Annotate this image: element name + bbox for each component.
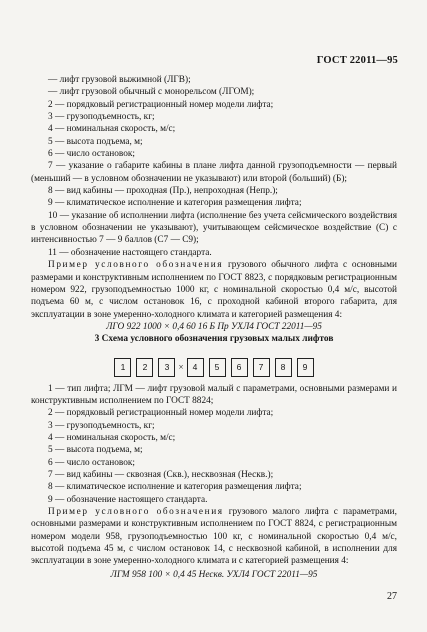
legend-item: 2 — порядковый регистрационный номер модели лифта; [48,408,274,419]
scheme-box-9: 9 [297,358,314,377]
scheme-box-5: 5 [209,358,226,377]
scheme-times-sign: × [178,362,184,373]
scheme-box-6: 6 [231,358,248,377]
example-1-text: грузового обычного лифта с основными размерами и конструктивным исполнением по ГОСТ 8823, с порядковым регистрационным номером 922, грузоподъемностью 1000 кг, с номинальной скоростью 0,4 м/с, высотой подъема 60 м, с числом остановок 16, с проходной кабиной второго габарита, для эксплуатации в зоне умеренно-холодного климата и категорией размещения 4: [31,260,397,320]
scheme-box-7: 7 [253,358,270,377]
scheme-box-3: 3 [158,358,175,377]
legend-item: 10 — указание об исполнении лифта (исполнение без учета сейсмического воздействия в условном обозначении не указывают), учитывающем сейсмическое воздействие (С) с интенсивностью 7 — 9 баллов (С7 — С9); [31,210,397,246]
legend-item: — лифт грузовой обычный с монорельсом (ЛГОМ); [48,87,255,98]
legend-item: 4 — номинальная скорость, м/с; [48,432,176,443]
scheme-box-2: 2 [136,358,153,377]
example-2-lead: Пример условного обозначения [48,507,224,517]
designation-scheme [31,357,397,379]
legend-item: 5 — высота подъема, м; [48,445,143,456]
scheme-box-1: 1 [114,358,131,377]
legend-item: 2 — порядковый регистрационный номер модели лифта; [48,99,274,110]
legend-item: 9 — климатическое исполнение и категория размещения лифта; [48,198,302,209]
legend-item: 8 — вид кабины — проходная (Пр.), непроходная (Непр.); [48,186,278,197]
example-2-paragraph [31,506,397,568]
page-number: 27 [387,591,397,602]
legend-item: 3 — грузоподъемность, кг; [48,112,155,123]
body-text [31,74,397,581]
example-1-paragraph [31,259,397,321]
example-2-formula: ЛГМ 958 100 × 0,4 45 Нескв. УХЛ4 ГОСТ 22011—95 [110,569,318,580]
legend-item: — лифт грузовой выжимной (ЛГВ); [48,75,191,85]
example-1-lead: Пример условного обозначения [48,260,224,271]
legend-item: 1 — тип лифта; ЛГМ — лифт грузовой малый с параметрами, основными размерами и конструктивным исполнением по ГОСТ 8824; [31,383,397,406]
legend-item: 7 — указание о габарите кабины в плане лифта данной грузоподъемности — первый (меньший — в условном обозначении не указывают) или второй (больший) (Б); [31,161,397,184]
standard-header: ГОСТ 22011—95 [316,55,398,66]
legend-item: 3 — грузоподъемность, кг; [48,420,155,431]
scheme-box-4: 4 [187,358,204,377]
legend-item: 5 — высота подъема, м; [48,136,143,147]
legend-item: 4 — номинальная скорость, м/с; [48,124,176,135]
legend-list-1 [31,74,397,259]
legend-item: 8 — климатическое исполнение и категория размещения лифта; [48,482,302,493]
legend-item: 11 — обозначение настоящего стандарта. [48,247,212,258]
example-2-text: грузового малого лифта с параметрами, основными размерами и конструктивным исполнением по ГОСТ 8824, с регистрационным номером модели 958, грузоподъемностью 100 кг, с номинальной скоростью 0,4 м/с, высотой подъема 45 м, с числом остановок 14, с несквозной кабиной, в исполнении для эксплуатации в зоне умеренно-холодного климата и с категорией размещения 4: [31,507,397,567]
legend-item: 9 — обозначение настоящего стандарта. [48,494,208,505]
example-1-formula: ЛГО 922 1000 × 0,4 60 16 Б Пр УХЛ4 ГОСТ 22011—95 [106,321,322,332]
legend-item: 6 — число остановок; [48,149,135,160]
legend-item: 7 — вид кабины — сквозная (Скв.), несквозная (Нескв.); [48,469,274,480]
legend-list-2 [31,383,397,506]
scheme-box-8: 8 [275,358,292,377]
legend-item: 6 — число остановок; [48,457,135,468]
section-title: 3 Схема условного обозначения грузовых малых лифтов [94,334,334,345]
